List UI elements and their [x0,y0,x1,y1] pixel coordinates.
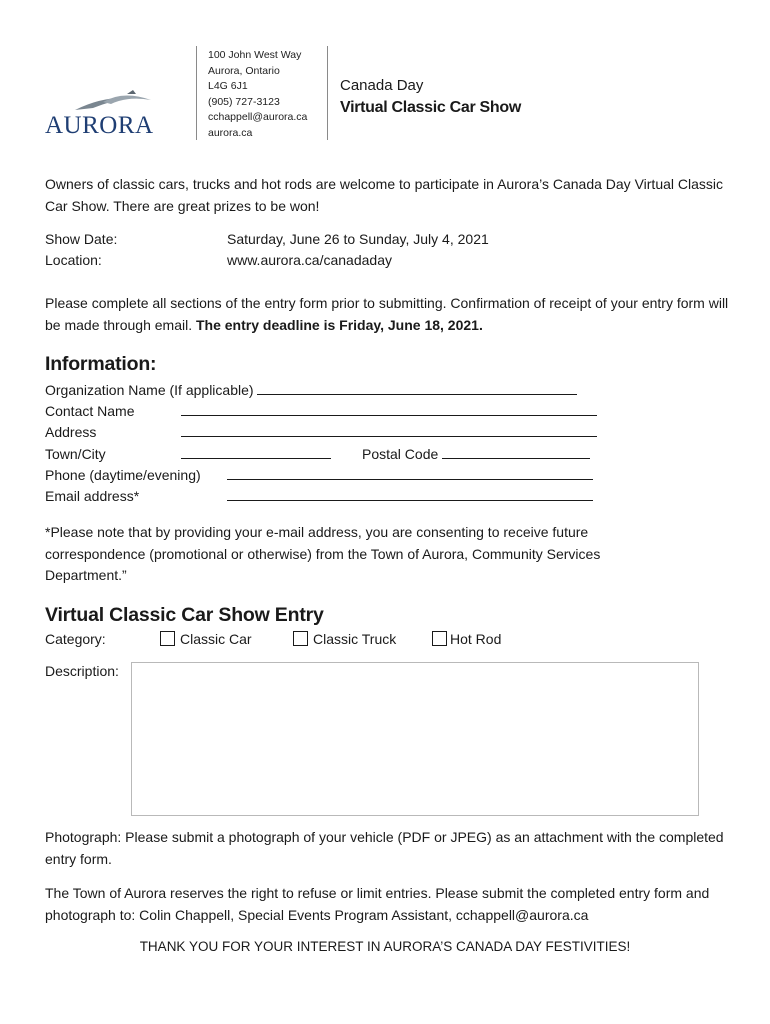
header-divider-1 [196,46,197,140]
instructions-text: Please complete all sections of the entry form prior to submitting. Confirmation of receipt of your entry form will be made through email. [45,295,729,333]
option-hot-rod[interactable] [432,629,501,651]
option-classic-truck[interactable] [293,629,396,651]
org-name-label: Organization Name (If applicable) [45,382,254,398]
email-line: cchappell@aurora.ca [208,111,308,124]
photograph-note: Photograph: Please submit a photograph of your vehicle (PDF or JPEG) as an attachment with the completed entry form. [45,829,724,867]
hot-rod-checkbox[interactable] [432,631,447,646]
town-postal-row [45,444,590,466]
address-field[interactable] [181,423,597,437]
logo-wordmark: AURORA [45,112,154,139]
contact-name-label: Contact Name [45,403,135,419]
address-block [208,48,307,142]
address-line: L4G 6J1 [208,80,248,93]
classic-truck-label: Classic Truck [313,631,397,647]
email-label: Email address* [45,488,140,504]
address-label: Address [45,424,97,440]
classic-car-checkbox[interactable] [160,631,175,646]
aurora-logo [45,88,175,140]
phone-line: (905) 727-3123 [208,95,280,108]
classic-car-label: Classic Car [180,631,252,647]
bird-logo-icon [73,88,153,114]
hot-rod-label: Hot Rod [450,631,502,647]
footer-thank-you: THANK YOU FOR YOUR INTEREST IN AURORA’S CANADA DAY FESTIVITIES! [139,939,631,954]
postal-code-field[interactable] [442,445,590,459]
event-subtitle: Canada Day [340,77,424,94]
show-date-value: Saturday, June 26 to Sunday, July 4, 2021 [227,231,489,247]
phone-row [45,465,593,487]
description-label: Description: [45,663,119,679]
town-label: Town/City [45,446,106,462]
information-heading: Information: [45,353,157,375]
deadline-text: The entry deadline is Friday, June 18, 2021. [195,316,483,333]
category-label: Category: [45,631,106,647]
postal-code-label: Postal Code [362,446,439,462]
show-date-row [45,229,489,251]
email-field[interactable] [227,487,593,501]
org-name-field[interactable] [257,381,577,395]
show-date-label: Show Date: [45,231,118,247]
address-line: 100 John West Way [208,49,302,61]
classic-truck-checkbox[interactable] [293,631,308,646]
instructions-paragraph [45,293,735,336]
option-classic-car[interactable] [160,629,252,651]
address-row [45,422,597,444]
location-value: www.aurora.ca/canadaday [227,252,392,268]
event-title: Virtual Classic Car Show [340,99,522,116]
location-label: Location: [45,252,102,268]
address-line: Aurora, Ontario [208,64,280,77]
header-divider-2 [327,46,328,140]
description-textarea[interactable] [131,662,699,816]
town-field[interactable] [181,445,331,459]
consent-note: *Please note that by providing your e-mail address, you are consenting to receive future correspondence (promotional or otherwise) from the Town of Aurora, Community Services Department.” [45,524,601,583]
org-name-row [45,380,605,402]
phone-field[interactable] [227,466,593,480]
email-row [45,486,593,508]
contact-name-row [45,401,597,423]
intro-paragraph: Owners of classic cars, trucks and hot rods are welcome to participate in Aurora’s Canada Day Virtual Classic Car Show. There are great prizes to be won! [45,176,724,214]
website-line: aurora.ca [208,126,253,139]
reserve-note: The Town of Aurora reserves the right to refuse or limit entries. Please submit the completed entry form and photograph to: Colin Chappell, Special Events Program Assistant, cchappell@aurora.ca [45,885,710,923]
location-row [45,250,392,272]
phone-label: Phone (daytime/evening) [45,467,201,483]
entry-heading: Virtual Classic Car Show Entry [45,604,324,626]
event-heading [340,75,521,119]
contact-name-field[interactable] [181,402,597,416]
